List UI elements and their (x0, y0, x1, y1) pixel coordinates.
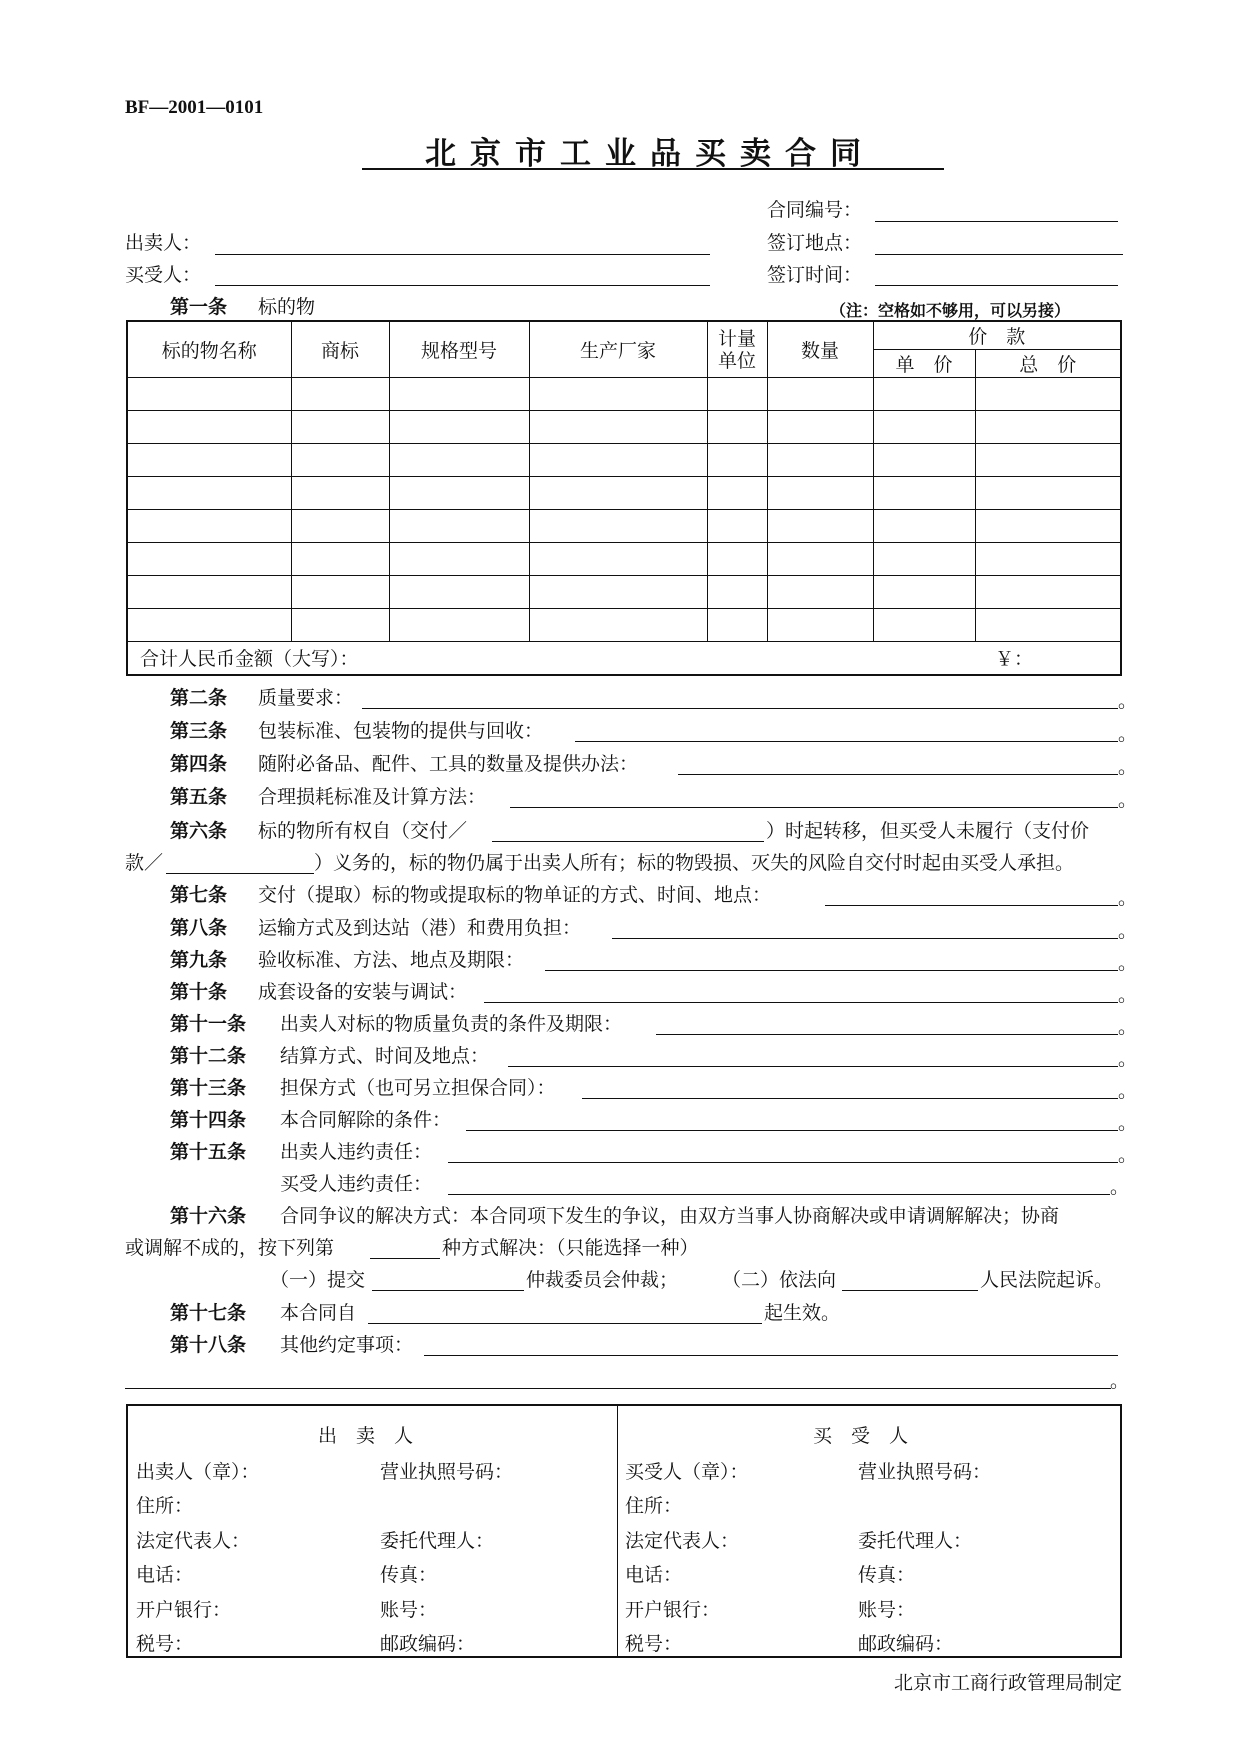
buyer-tax-label: 税号： (625, 1633, 683, 1655)
seller-postcode-label: 邮政编码： (380, 1633, 476, 1655)
article-3-number: 第三条 (170, 720, 228, 742)
court-field[interactable] (842, 1290, 978, 1291)
period: 。 (1110, 1176, 1130, 1198)
article-7-number: 第七条 (170, 884, 228, 906)
table-row (127, 609, 1121, 642)
period: 。 (1118, 789, 1138, 811)
article-5-field[interactable] (510, 807, 1118, 808)
header-quantity: 数量 (767, 321, 873, 378)
article-11-number: 第十一条 (170, 1013, 247, 1035)
total-amount-label: 合计人民币金额（大写）： (140, 648, 359, 671)
article-5-number: 第五条 (170, 786, 228, 808)
article-6-payment-field[interactable] (166, 873, 314, 874)
seller-phone-label: 电话： (136, 1564, 194, 1586)
article-9-text: 验收标准、方法、地点及期限： (258, 949, 525, 971)
article-12-field[interactable] (508, 1066, 1118, 1067)
table-row (127, 576, 1121, 609)
article-15-text: 出卖人违约责任： (280, 1141, 433, 1163)
header-unit-line1: 计量 (717, 327, 756, 350)
contract-no-label: 合同编号： (767, 199, 863, 221)
title-underline (362, 168, 944, 170)
period: 。 (1118, 952, 1138, 974)
article-16-option-2a: （二）依法向 (722, 1269, 837, 1291)
article-1-text: 标的物 (258, 296, 316, 318)
article-18-number: 第十八条 (170, 1334, 247, 1356)
article-10-field[interactable] (484, 1002, 1118, 1003)
table-row (127, 477, 1121, 510)
period: 。 (1118, 1016, 1138, 1038)
article-16-option-2b: 人民法院起诉。 (980, 1269, 1114, 1291)
contract-no-field[interactable] (875, 221, 1118, 222)
buyer-agent-label: 委托代理人： (858, 1530, 973, 1552)
sign-time-field[interactable] (875, 285, 1118, 286)
article-3-field[interactable] (575, 741, 1118, 742)
article-13-text: 担保方式（也可另立担保合同）： (280, 1077, 556, 1099)
article-13-number: 第十三条 (170, 1077, 247, 1099)
arbitration-field[interactable] (372, 1290, 524, 1291)
buyer-phone-label: 电话： (625, 1564, 683, 1586)
article-6-text-a: 标的物所有权自（交付／ (258, 820, 468, 842)
article-10-text: 成套设备的安装与调试： (258, 981, 468, 1003)
period: 。 (1118, 887, 1138, 909)
seller-license-label: 营业执照号码： (380, 1461, 514, 1483)
table-row (127, 444, 1121, 477)
article-8-text: 运输方式及到达站（港）和费用负担： (258, 917, 582, 939)
seller-seal-label: 出卖人（章）： (136, 1461, 260, 1483)
buyer-legal-rep-label: 法定代表人： (625, 1530, 740, 1552)
form-code: BF—2001—0101 (125, 97, 264, 118)
buyer-seal-label: 买受人（章）： (625, 1461, 749, 1483)
header-brand: 商标 (291, 321, 389, 378)
article-4-number: 第四条 (170, 753, 228, 775)
buyer-address-label: 住所： (625, 1495, 683, 1517)
article-1-number: 第一条 (170, 296, 228, 318)
table-row (127, 378, 1121, 411)
seller-fax-label: 传真： (380, 1564, 438, 1586)
yen-label: ￥： (995, 648, 1034, 671)
article-14-text: 本合同解除的条件： (280, 1109, 452, 1131)
sign-time-label: 签订时间： (767, 264, 863, 286)
header-spec: 规格型号 (389, 321, 529, 378)
header-manufacturer: 生产厂家 (529, 321, 707, 378)
issuer-footer: 北京市工商行政管理局制定 (893, 1672, 1122, 1694)
article-16-text-b: 或调解不成的，按下列第 (125, 1237, 335, 1259)
buyer-fax-label: 传真： (858, 1564, 916, 1586)
sign-place-field[interactable] (875, 254, 1123, 255)
seller-bank-label: 开户银行： (136, 1599, 232, 1621)
article-1-note: （注：空格如不够用，可以另接） (830, 301, 1071, 320)
article-10-number: 第十条 (170, 981, 228, 1003)
article-6-number: 第六条 (170, 820, 228, 842)
signature-divider (617, 1406, 618, 1656)
article-8-field[interactable] (612, 938, 1118, 939)
article-2-number: 第二条 (170, 687, 228, 709)
table-row (127, 411, 1121, 444)
article-18-text: 其他约定事项： (280, 1334, 414, 1356)
article-16-text-a: 合同争议的解决方式：本合同项下发生的争议，由双方当事人协商解决或申请调解解决；协商 (280, 1205, 1060, 1227)
header-price: 价 款 (873, 321, 1121, 350)
article-17-text-a: 本合同自 (280, 1302, 357, 1324)
article-7-field[interactable] (825, 905, 1118, 906)
header-item-name: 标的物名称 (127, 321, 291, 378)
article-16-number: 第十六条 (170, 1205, 247, 1227)
buyer-bank-label: 开户银行： (625, 1599, 721, 1621)
article-14-number: 第十四条 (170, 1109, 247, 1131)
article-5-text: 合理损耗标准及计算方法： (258, 786, 487, 808)
article-16-method-field[interactable] (370, 1258, 440, 1259)
article-12-text: 结算方式、时间及地点： (280, 1045, 490, 1067)
goods-table (126, 320, 1122, 676)
article-15-seller-field[interactable] (448, 1162, 1118, 1163)
article-12-number: 第十二条 (170, 1045, 247, 1067)
seller-tax-label: 税号： (136, 1633, 194, 1655)
article-3-text: 包装标准、包装物的提供与回收： (258, 720, 544, 742)
buyer-license-label: 营业执照号码： (858, 1461, 992, 1483)
table-row (127, 543, 1121, 576)
article-7-text: 交付（提取）标的物或提取标的物单证的方式、时间、地点： (258, 884, 772, 906)
period: 。 (1118, 756, 1138, 778)
article-11-text: 出卖人对标的物质量负责的条件及期限： (280, 1013, 623, 1035)
article-17-text-b: 起生效。 (764, 1302, 841, 1324)
period: 。 (1118, 984, 1138, 1006)
header-total-price: 总 价 (975, 350, 1121, 378)
buyer-section-title: 买 受 人 (813, 1425, 909, 1447)
total-amount-row[interactable] (127, 642, 1121, 675)
article-11-field[interactable] (656, 1034, 1118, 1035)
article-15-buyer-field[interactable] (448, 1194, 1110, 1195)
article-15-number: 第十五条 (170, 1141, 247, 1163)
article-18-field-1[interactable] (424, 1355, 1118, 1356)
buyer-label: 买受人： (125, 264, 202, 286)
signature-box (126, 1404, 1122, 1658)
seller-account-label: 账号： (380, 1599, 438, 1621)
period: 。 (1118, 690, 1138, 712)
article-17-number: 第十七条 (170, 1302, 247, 1324)
article-14-field[interactable] (466, 1130, 1118, 1131)
header-unit (707, 321, 767, 378)
article-18-field-2[interactable] (125, 1388, 1111, 1389)
period: 。 (1118, 920, 1138, 942)
article-6-text-b: ）时起转移，但买受人未履行（支付价 (766, 820, 1090, 842)
article-6-text-c: 款／ (125, 852, 164, 874)
article-15b-text: 买受人违约责任： (280, 1173, 433, 1195)
seller-section-title: 出 卖 人 (318, 1425, 414, 1447)
article-6-transfer-field[interactable] (492, 841, 764, 842)
seller-field[interactable] (215, 254, 710, 255)
effective-field[interactable] (368, 1323, 762, 1324)
article-9-field[interactable] (545, 970, 1118, 971)
article-8-number: 第八条 (170, 917, 228, 939)
article-2-text: 质量要求： (258, 687, 354, 709)
article-16-option-1b: 仲裁委员会仲裁； (526, 1269, 679, 1291)
header-unit-line2: 单位 (717, 349, 756, 372)
article-16-text-c: 种方式解决：（只能选择一种） (442, 1237, 699, 1259)
sign-place-label: 签订地点： (767, 232, 863, 254)
table-row (127, 510, 1121, 543)
period: 。 (1118, 723, 1138, 745)
article-2-field[interactable] (362, 708, 1118, 709)
buyer-field[interactable] (215, 285, 710, 286)
period: 。 (1118, 1112, 1138, 1134)
article-4-field[interactable] (678, 774, 1118, 775)
period: 。 (1118, 1048, 1138, 1070)
period: 。 (1110, 1370, 1130, 1392)
header-unit-price: 单 价 (873, 350, 975, 378)
seller-legal-rep-label: 法定代表人： (136, 1530, 251, 1552)
period: 。 (1118, 1144, 1138, 1166)
article-13-field[interactable] (582, 1098, 1118, 1099)
article-6-text-d: ）义务的，标的物仍属于出卖人所有；标的物毁损、灭失的风险自交付时起由买受人承担。 (314, 852, 1075, 874)
seller-address-label: 住所： (136, 1495, 194, 1517)
article-9-number: 第九条 (170, 949, 228, 971)
article-4-text: 随附必备品、配件、工具的数量及提供办法： (258, 753, 639, 775)
buyer-account-label: 账号： (858, 1599, 916, 1621)
article-16-option-1a: （一）提交 (270, 1269, 366, 1291)
buyer-postcode-label: 邮政编码： (858, 1633, 954, 1655)
period: 。 (1118, 1080, 1138, 1102)
seller-label: 出卖人： (125, 232, 202, 254)
seller-agent-label: 委托代理人： (380, 1530, 495, 1552)
page-title: 北京市工业品买卖合同 (425, 136, 875, 172)
